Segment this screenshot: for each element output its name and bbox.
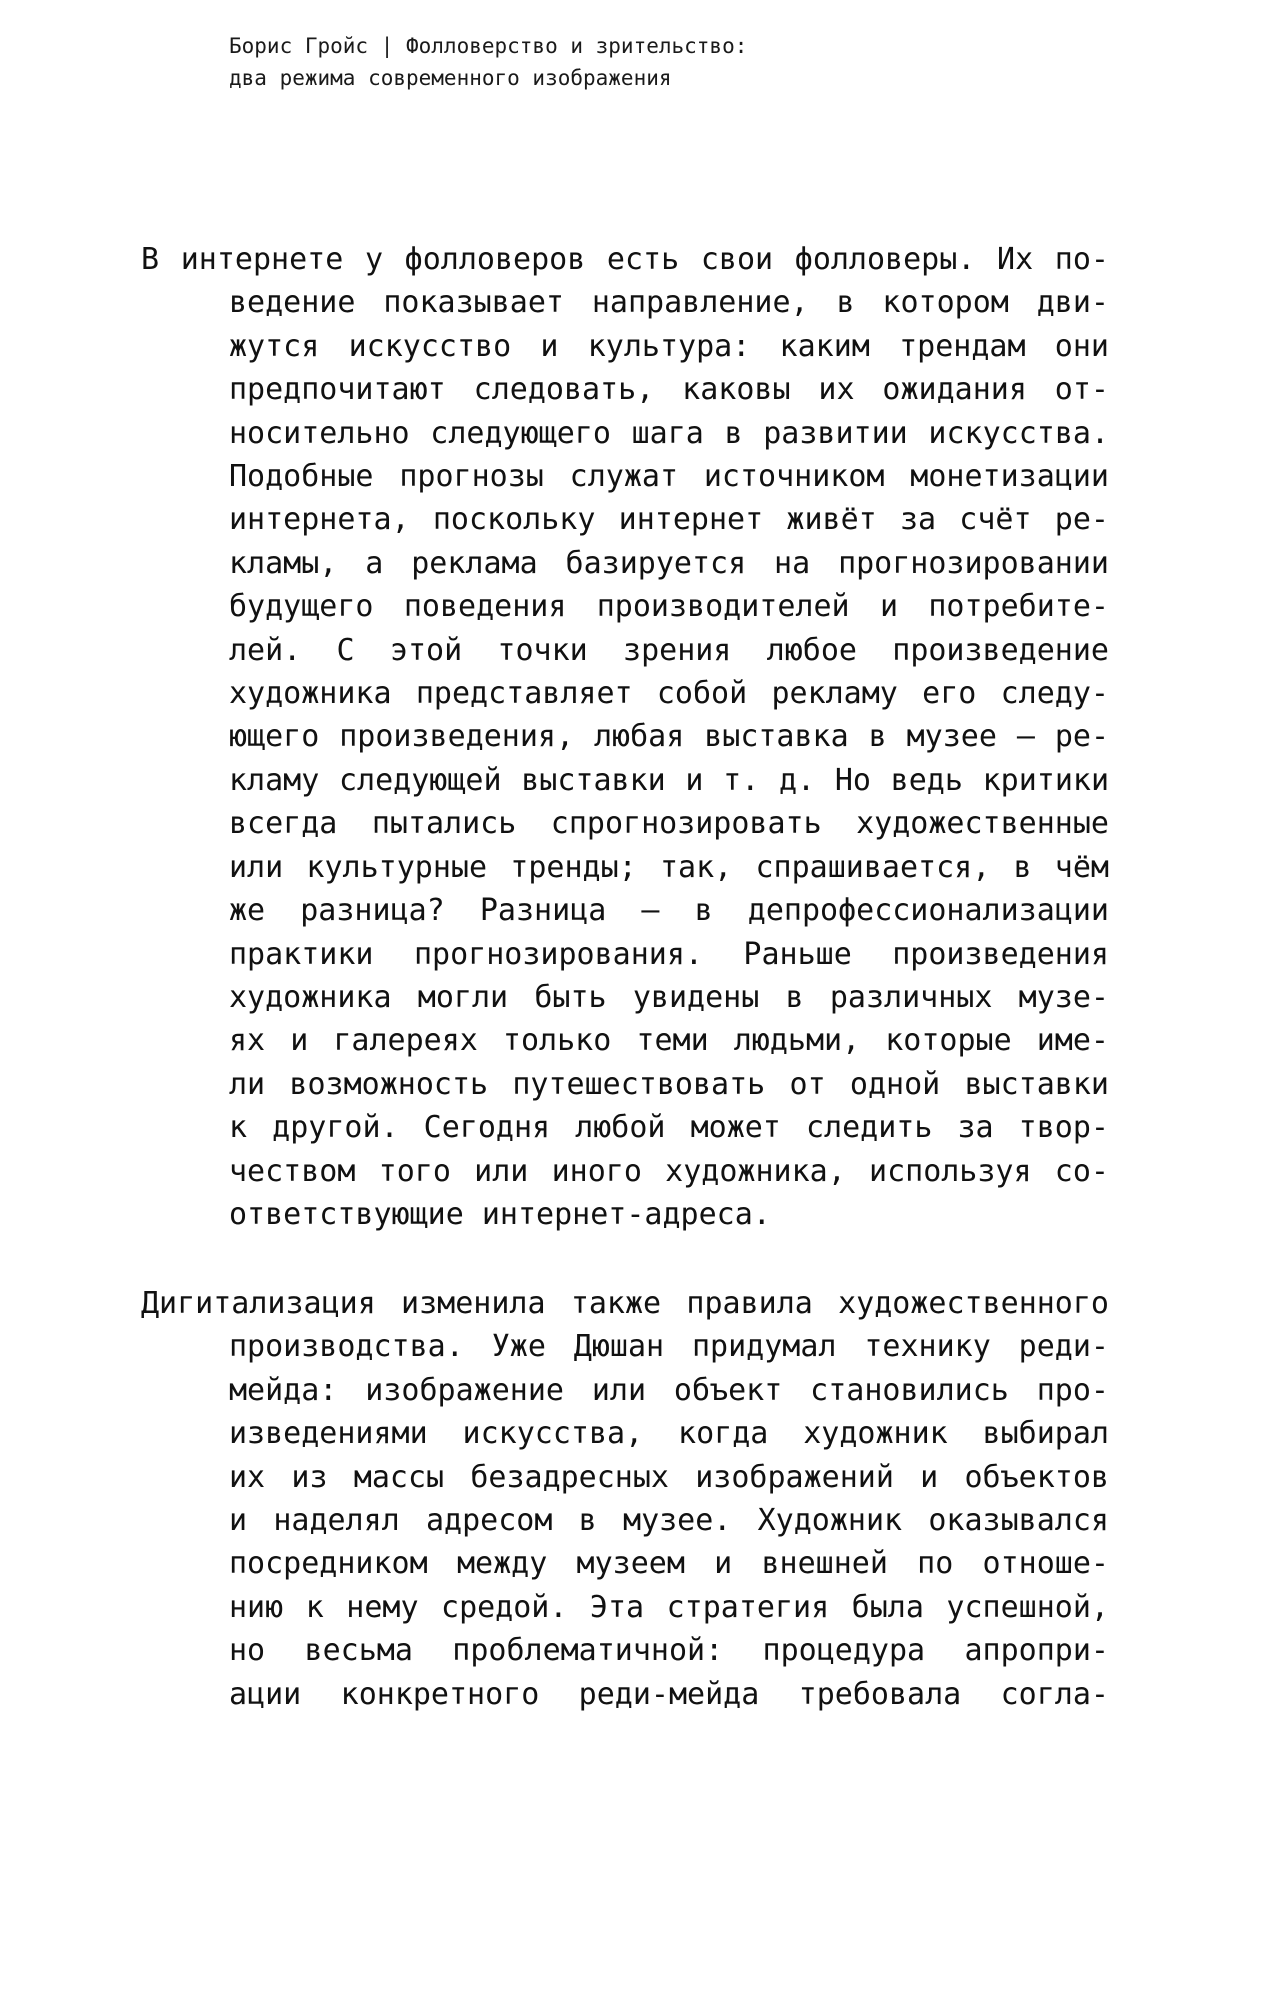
text-line: художника представляет собой рекламу его следу- bbox=[229, 676, 1109, 712]
text-line: художника могли быть увидены в различных музе- bbox=[229, 979, 1109, 1015]
text-line: будущего поведения производителей и потребите- bbox=[229, 589, 1109, 625]
text-line: ях и галереях только теми людьми, которые име- bbox=[229, 1023, 1109, 1059]
text-line: Дигитализация изменила также правила художественного bbox=[141, 1286, 1109, 1321]
text-line: ющего произведения, любая выставка в музее — ре- bbox=[229, 719, 1109, 755]
text-line: В интернете у фолловеров есть свои фолловеры. Их по- bbox=[141, 242, 1109, 277]
text-line: кламу следующей выставки и т. д. Но ведь критики bbox=[229, 762, 1109, 798]
text-line: кламы, а реклама базируется на прогнозировании bbox=[229, 545, 1109, 581]
text-line: мейда: изображение или объект становились про- bbox=[229, 1372, 1109, 1408]
text-line: жутся искусство и культура: каким трендам они bbox=[229, 328, 1109, 364]
text-line: предпочитают следовать, каковы их ожидания от- bbox=[229, 372, 1109, 408]
running-header-line-2: два режима современного изображения bbox=[229, 66, 672, 90]
text-line: ответствующие интернет-адреса. bbox=[229, 1196, 771, 1232]
text-line: нию к нему средой. Эта стратегия была успешной, bbox=[229, 1589, 1109, 1625]
text-line: чеством того или иного художника, используя со- bbox=[229, 1153, 1109, 1189]
text-line: посредником между музеем и внешней по отноше- bbox=[229, 1546, 1109, 1582]
text-line: лей. С этой точки зрения любое произведение bbox=[229, 632, 1109, 668]
text-line: ации конкретного реди-мейда требовала согла- bbox=[229, 1676, 1109, 1712]
paragraph-1 bbox=[141, 238, 1141, 1236]
text-line: и наделял адресом в музее. Художник оказывался bbox=[229, 1503, 1109, 1539]
paragraph-2 bbox=[141, 1282, 1141, 1716]
text-line: же разница? Разница — в депрофессионализации bbox=[229, 893, 1109, 929]
text-line: изведениями искусства, когда художник выбирал bbox=[229, 1416, 1109, 1452]
text-line: практики прогнозирования. Раньше произведения bbox=[229, 936, 1109, 972]
running-header-line-1: Борис Гройс | Фолловерство и зрительство: bbox=[229, 34, 748, 58]
text-line: Подобные прогнозы служат источником монетизации bbox=[229, 459, 1109, 495]
text-line: или культурные тренды; так, спрашивается, в чём bbox=[229, 849, 1109, 885]
text-line: но весьма проблематичной: процедура апропри- bbox=[229, 1633, 1109, 1669]
text-line: производства. Уже Дюшан придумал технику реди- bbox=[229, 1329, 1109, 1365]
text-line: ведение показывает направление, в котором дви- bbox=[229, 285, 1109, 321]
text-line: их из массы безадресных изображений и объектов bbox=[229, 1459, 1109, 1495]
text-line: ли возможность путешествовать от одной выставки bbox=[229, 1066, 1109, 1102]
text-line: интернета, поскольку интернет живёт за счёт ре- bbox=[229, 502, 1109, 538]
text-line: носительно следующего шага в развитии искусства. bbox=[229, 415, 1109, 451]
running-header bbox=[229, 30, 747, 94]
text-line: к другой. Сегодня любой может следить за твор- bbox=[229, 1110, 1109, 1146]
text-line: всегда пытались спрогнозировать художественные bbox=[229, 806, 1109, 842]
